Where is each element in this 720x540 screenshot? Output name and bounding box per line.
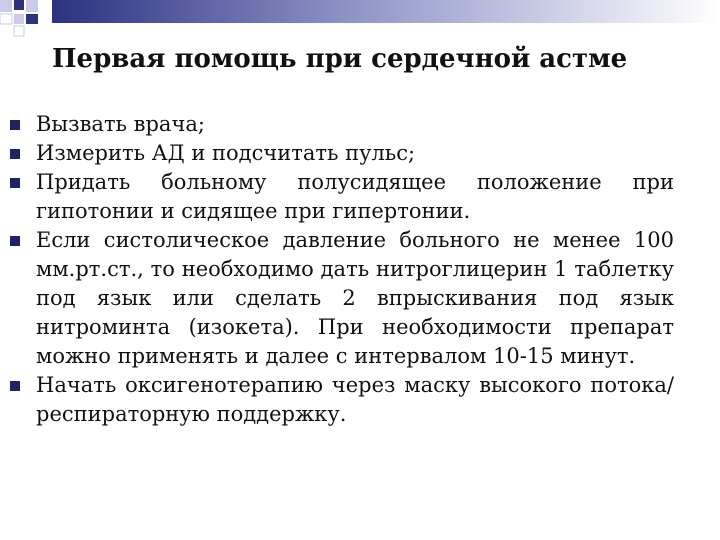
- deco-square-2: [14, 0, 24, 10]
- deco-square-5: [26, 14, 38, 24]
- square-bullet-icon: [10, 178, 20, 188]
- list-item: [36, 168, 674, 226]
- deco-square-7: [14, 26, 24, 36]
- list-item: [36, 139, 674, 168]
- bullet-text: Измерить АД и подсчитать пульс;: [36, 141, 416, 165]
- list-item: [36, 110, 674, 139]
- square-bullet-icon: [10, 120, 20, 130]
- deco-square-1: [0, 0, 12, 12]
- bullet-text: Вызвать врача;: [36, 112, 205, 136]
- list-item: [36, 226, 674, 371]
- square-bullet-icon: [10, 381, 20, 391]
- square-bullet-icon: [10, 149, 20, 159]
- list-item: [36, 371, 674, 429]
- deco-square-6: [0, 14, 12, 24]
- header-decoration-graphic: [0, 0, 720, 40]
- bullet-text: Если систолическое давление больного не менее 100 мм.рт.ст., то необходимо дать нитроглицерин 1 таблетку под язык или сделать 2 впрыскивания под язык нитроминта (изокета). При необходимости препарат можно применять и далее с интервалом 10-15 минут.: [36, 228, 674, 368]
- deco-square-3: [26, 0, 38, 12]
- square-bullet-icon: [10, 236, 20, 246]
- bullet-text: Начать оксигенотерапию через маску высокого потока/ респираторную поддержку.: [36, 373, 674, 426]
- bullet-text: Придать больному полусидящее положение при гипотонии и сидящее при гипертонии.: [36, 170, 674, 223]
- bullet-list: [0, 110, 720, 429]
- deco-square-4: [14, 14, 24, 24]
- slide-title: Первая помощь при сердечной астме: [52, 44, 628, 74]
- header-decoration: [0, 0, 720, 40]
- deco-gradient-bar: [52, 0, 720, 23]
